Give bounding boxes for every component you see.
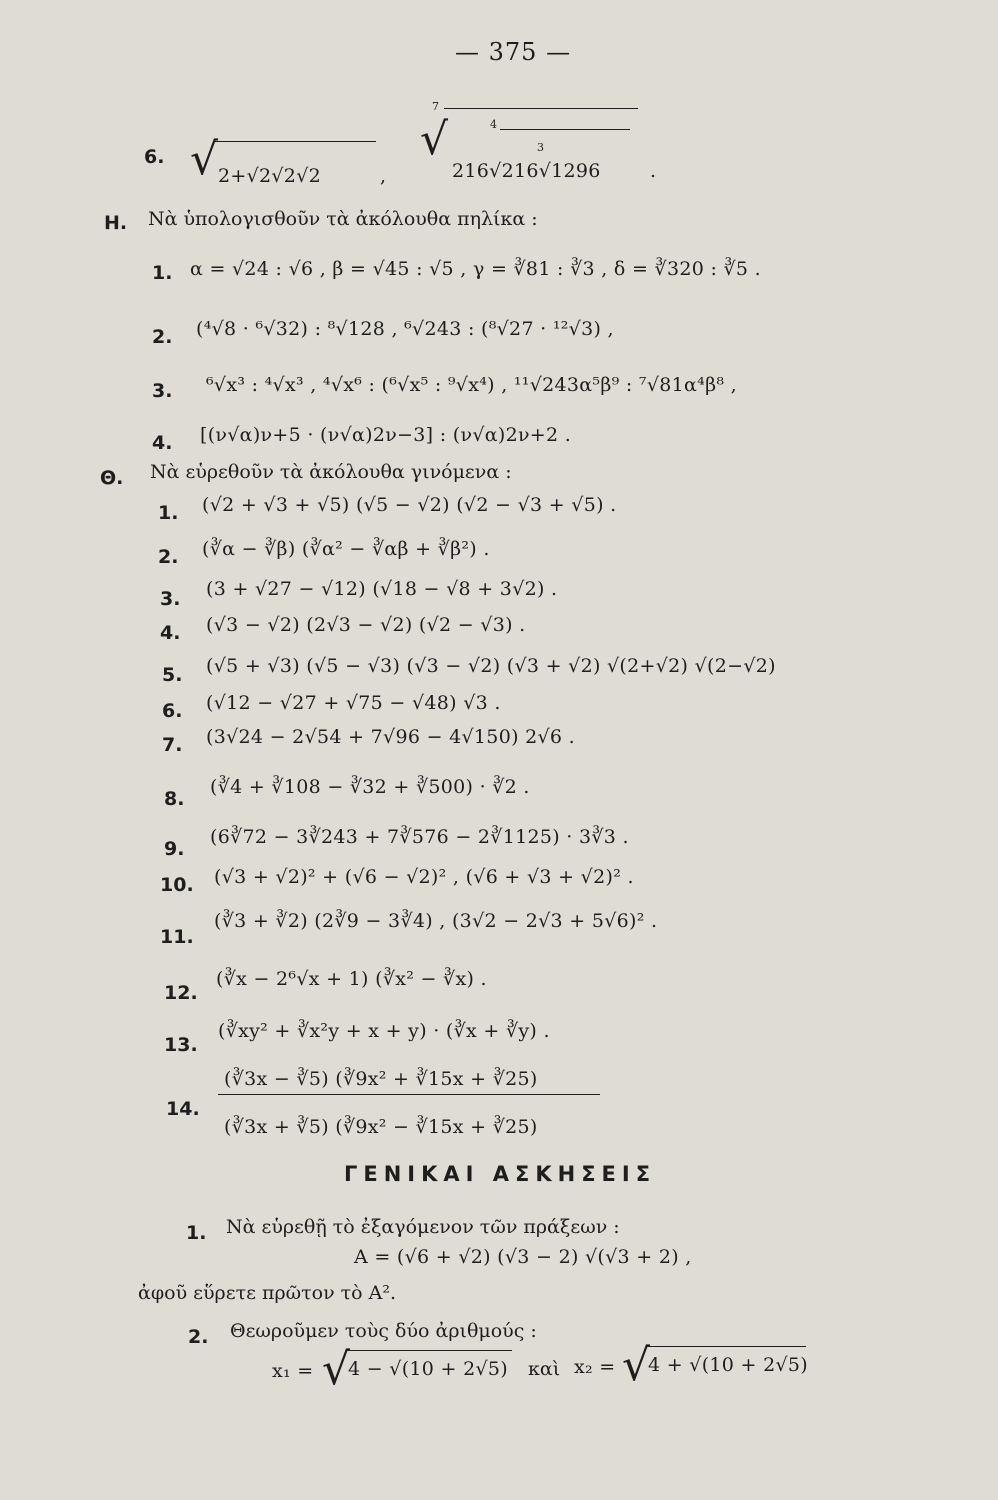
- h-item-text: [(ν√α)ν+5 · (ν√α)2ν−3] : (ν√α)2ν+2 .: [200, 424, 572, 446]
- x2-label: x₂ =: [574, 1356, 616, 1378]
- conjunction: καὶ: [528, 1358, 561, 1380]
- th-item-num: 9.: [164, 838, 185, 860]
- th-item-num: 3.: [160, 588, 181, 610]
- general-ex2-num: 2.: [188, 1326, 209, 1348]
- th-item-text: (∛α − ∛β) (∛α² − ∛αβ + ∛β²) .: [202, 538, 490, 560]
- ex6-index-mid: 4: [490, 118, 497, 131]
- h-item-num: 4.: [152, 432, 173, 454]
- ex6-end: .: [650, 160, 657, 182]
- ex6-radicand-b: 216√216√1296: [452, 160, 601, 182]
- general-ex1-formula: A = (√6 + √2) (√3 − 2) √(√3 + 2) ,: [354, 1246, 692, 1268]
- h-item-text: ⁶√x³ : ⁴√x³ , ⁴√x⁶ : (⁶√x⁵ : ⁹√x⁴) , ¹¹√243α⁵β⁹ : ⁷√81α⁴β⁸ ,: [206, 374, 737, 396]
- th-item-text: (∛x − 2⁶√x + 1) (∛x² − ∛x) .: [216, 968, 487, 990]
- fraction-numerator: (∛3x − ∛5) (∛9x² + ∛15x + ∛25): [224, 1068, 538, 1090]
- th-item-text: (3 + √27 − √12) (√18 − √8 + 3√2) .: [206, 578, 558, 600]
- general-ex2-intro: Θεωροῦμεν τοὺς δύο ἀριθμούς :: [230, 1320, 537, 1342]
- h-item-num: 1.: [152, 262, 173, 284]
- h-item-num: 3.: [152, 380, 173, 402]
- ex6-label: 6.: [144, 146, 165, 168]
- general-ex1-num: 1.: [186, 1222, 207, 1244]
- th-item-text: (√5 + √3) (√5 − √3) (√3 − √2) (√3 + √2) √(2+√2) √(2−√2): [206, 655, 776, 677]
- th-item-num: 11.: [160, 926, 194, 948]
- th-item-text: (∛xy² + ∛x²y + x + y) · (∛x + ∛y) .: [218, 1020, 550, 1042]
- x2-radicand: 4 + √(10 + 2√5): [648, 1354, 808, 1376]
- ex6-index-inner: 3: [537, 141, 544, 154]
- radical-sign-icon: √: [322, 1344, 351, 1395]
- radical-bar: [500, 129, 630, 130]
- fraction-line: [218, 1094, 600, 1095]
- th-item-num: 14.: [166, 1098, 200, 1120]
- ex6-separator: ,: [380, 165, 387, 187]
- section-h-title: Νὰ ὑπολογισθοῦν τὰ ἀκόλουθα πηλίκα :: [148, 208, 538, 230]
- th-item-text: (√2 + √3 + √5) (√5 − √2) (√2 − √3 + √5) .: [202, 494, 617, 516]
- h-item-num: 2.: [152, 326, 173, 348]
- th-item-text: (∛3 + ∛2) (2∛9 − 3∛4) , (3√2 − 2√3 + 5√6)² .: [214, 910, 658, 932]
- ex6-radicand-a: 2+√2√2√2: [218, 165, 321, 187]
- x1-radicand: 4 − √(10 + 2√5): [348, 1358, 508, 1380]
- th-item-text: (3√24 − 2√54 + 7√96 − 4√150) 2√6 .: [206, 726, 576, 748]
- th-item-text: (√3 − √2) (2√3 − √2) (√2 − √3) .: [206, 614, 526, 636]
- general-ex1-intro: Νὰ εὑρεθῇ τὸ ἐξαγόμενον τῶν πράξεων :: [226, 1216, 620, 1238]
- th-item-num: 1.: [158, 502, 179, 524]
- th-item-num: 10.: [160, 874, 194, 896]
- th-item-text: (6∛72 − 3∛243 + 7∛576 − 2∛1125) · 3∛3 .: [210, 826, 629, 848]
- radical-sign-icon: √: [622, 1340, 651, 1391]
- general-exercises-title: ΓΕΝΙΚΑΙ ΑΣΚΗΣΕΙΣ: [344, 1162, 657, 1186]
- radical-bar: [346, 1350, 512, 1351]
- x1-label: x₁ =: [272, 1360, 314, 1382]
- th-item-num: 2.: [158, 546, 179, 568]
- radical-sign-icon: √: [190, 134, 219, 185]
- th-item-num: 13.: [164, 1034, 198, 1056]
- th-item-text: (∛4 + ∛108 − ∛32 + ∛500) · ∛2 .: [210, 776, 530, 798]
- h-item-text: α = √24 : √6 , β = √45 : √5 , γ = ∛81 : ∛3 , δ = ∛320 : ∛5 .: [190, 258, 761, 280]
- radical-bar: [214, 141, 376, 142]
- section-th-label: Θ.: [100, 467, 124, 489]
- th-item-text: (√3 + √2)² + (√6 − √2)² , (√6 + √3 + √2)² .: [214, 866, 634, 888]
- th-item-num: 6.: [162, 700, 183, 722]
- ex6-index-outer: 7: [432, 100, 439, 113]
- th-item-num: 4.: [160, 622, 181, 644]
- radical-bar: [444, 108, 638, 109]
- radical-bar: [646, 1346, 806, 1347]
- th-item-num: 5.: [162, 664, 183, 686]
- fraction-denominator: (∛3x + ∛5) (∛9x² − ∛15x + ∛25): [224, 1116, 538, 1138]
- general-ex1-note: ἀφοῦ εὕρετε πρῶτον τὸ A².: [138, 1282, 397, 1304]
- th-item-num: 7.: [162, 734, 183, 756]
- page-number: — 375 —: [455, 38, 572, 66]
- section-th-title: Νὰ εὑρεθοῦν τὰ ἀκόλουθα γινόμενα :: [150, 461, 512, 483]
- th-item-num: 12.: [164, 982, 198, 1004]
- section-h-label: Η.: [104, 212, 128, 234]
- h-item-text: (⁴√8 · ⁶√32) : ⁸√128 , ⁶√243 : (⁸√27 · ¹²√3) ,: [196, 318, 614, 340]
- th-item-num: 8.: [164, 788, 185, 810]
- radical-sign-icon: √: [420, 114, 449, 165]
- th-item-text: (√12 − √27 + √75 − √48) √3 .: [206, 692, 501, 714]
